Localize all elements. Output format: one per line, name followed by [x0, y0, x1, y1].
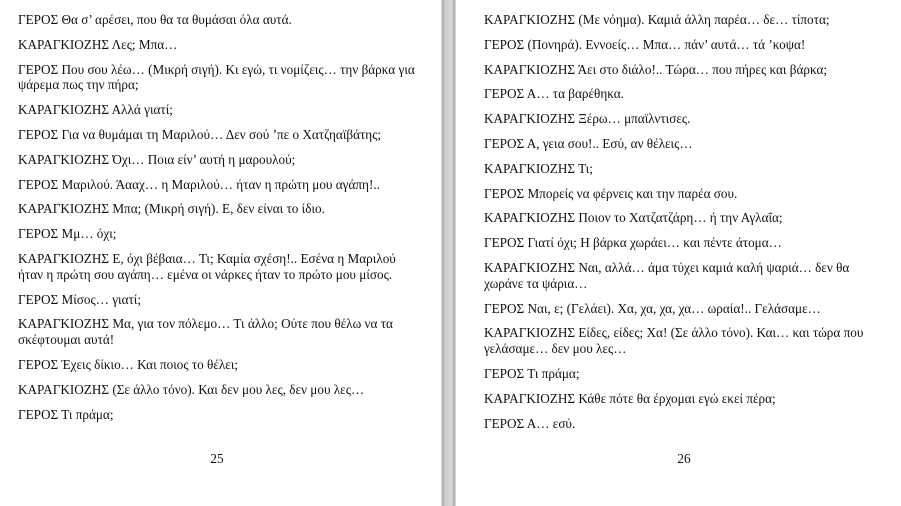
dialogue-line: ΚΑΡΑΓΚΙΟΖΗΣ Είδες, είδες; Χα! (Σε άλλο τόνο). Και… και τώρα που γελάσαμε… δεν μου λες… [484, 325, 864, 357]
dialogue-line: ΓΕΡΟΣ Ναι, ε; (Γελάει). Χα, χα, χα, χα… ωραία!.. Γελάσαμε… [484, 300, 821, 316]
dialogue-line: ΓΕΡΟΣ Μίσος… γιατί; [18, 291, 141, 307]
dialogue-line: ΓΕΡΟΣ Έχεις δίκιο… Και ποιος το θέλει; [18, 356, 239, 372]
dialogue-line: ΚΑΡΑΓΚΙΟΖΗΣ Όχι… Ποια είν’ αυτή η μαρουλού; [18, 151, 296, 167]
dialogue-line: ΚΑΡΑΓΚΙΟΖΗΣ Ε, όχι βέβαια… Τι; Καμία σχέση!.. Εσένα η Μαριλού ήταν η πρώτη σου αγάπη… εμένα οι νάρκες ήταν το πρώτο μου μίσος. [18, 250, 396, 282]
right-page-text [484, 12, 886, 440]
dialogue-line: ΚΑΡΑΓΚΙΟΖΗΣ Μα, για τον πόλεμο… Τι άλλο; Ούτε που θέλω να τα σκέφτουμαι αυτά! [18, 316, 393, 348]
page-number: 25 [210, 451, 224, 466]
dialogue-line: ΚΑΡΑΓΚΙΟΖΗΣ Άει στο διάλο!.. Τώρα… που πήρες και βάρκα; [484, 61, 828, 77]
dialogue-line: ΓΕΡΟΣ Α… τα βαρέθηκα. [484, 86, 624, 102]
dialogue-line: ΚΑΡΑΓΚΙΟΖΗΣ Ποιον το Χατζατζάρη… ή την Αγλαΐα; [484, 210, 783, 226]
dialogue-line: ΓΕΡΟΣ Γιατί όχι; Η βάρκα χωράει… και πέντε άτομα… [484, 235, 782, 251]
left-page-text [18, 12, 423, 431]
dialogue-line: ΓΕΡΟΣ Για να θυμάμαι τη Μαριλού… Δεν σού ’πε ο Χατζηαϊβάτης; [18, 126, 382, 142]
dialogue-line: ΚΑΡΑΓΚΙΟΖΗΣ Κάθε πότε θα έρχομαι εγώ εκεί πέρα; [484, 390, 776, 406]
left-page [0, 0, 441, 506]
dialogue-line: ΓΕΡΟΣ Θα σ’ αρέσει, που θα τα θυμάσαι όλα αυτά. [18, 12, 292, 27]
dialogue-line: ΚΑΡΑΓΚΙΟΖΗΣ Τι; [484, 160, 593, 176]
page-number: 26 [677, 451, 691, 466]
dialogue-line: ΓΕΡΟΣ Τι πράμα; [18, 406, 114, 422]
page-gutter [441, 0, 456, 506]
dialogue-line: ΚΑΡΑΓΚΙΟΖΗΣ (Με νόημα). Καμιά άλλη παρέα… δε… τίποτα; [484, 12, 830, 27]
dialogue-line: ΚΑΡΑΓΚΙΟΖΗΣ Λες; Μπα… [18, 36, 178, 52]
dialogue-line: ΓΕΡΟΣ Α, γεια σου!.. Εσύ, αν θέλεις… [484, 135, 693, 151]
dialogue-line: ΓΕΡΟΣ Που σου λέω… (Μικρή σιγή). Κι εγώ, τι νομίζεις… την βάρκα για ψάρεμα πως την πήρα; [18, 61, 415, 93]
right-page [456, 0, 901, 506]
dialogue-line: ΓΕΡΟΣ (Πονηρά). Εννοείς… Μπα… πάν’ αυτά… τά ’κοψα! [484, 36, 806, 52]
dialogue-line: ΚΑΡΑΓΚΙΟΖΗΣ (Σε άλλο τόνο). Και δεν μου λες, δεν μου λες… [18, 381, 365, 397]
dialogue-line: ΓΕΡΟΣ Μαριλού. Άααχ… η Μαριλού… ήταν η πρώτη μου αγάπη!.. [18, 176, 380, 192]
dialogue-line: ΚΑΡΑΓΚΙΟΖΗΣ Ξέρω… μπαϊλντισες. [484, 111, 691, 127]
dialogue-line: ΚΑΡΑΓΚΙΟΖΗΣ Ναι, αλλά… άμα τύχει καμιά καλή ψαριά… δεν θα χωράνε τα ψάρια… [484, 259, 850, 291]
dialogue-line: ΓΕΡΟΣ Τι πράμα; [484, 365, 580, 381]
dialogue-line: ΓΕΡΟΣ Α… εσύ. [484, 415, 576, 431]
dialogue-line: ΚΑΡΑΓΚΙΟΖΗΣ Μπα; (Μικρή σιγή). Ε, δεν είναι το ίδιο. [18, 201, 325, 217]
dialogue-line: ΓΕΡΟΣ Μπορείς να φέρνεις και την παρέα σου. [484, 185, 738, 201]
dialogue-line: ΓΕΡΟΣ Μμ… όχι; [18, 226, 117, 242]
dialogue-line: ΚΑΡΑΓΚΙΟΖΗΣ Αλλά γιατί; [18, 102, 173, 118]
